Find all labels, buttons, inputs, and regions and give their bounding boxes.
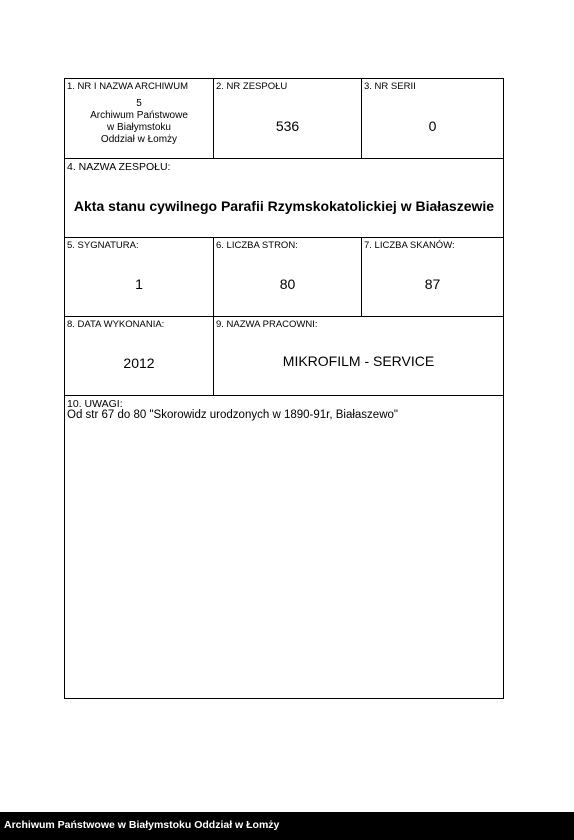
fonds-name-label: 4. NAZWA ZESPOŁU: [67, 161, 171, 173]
date-made-label: 8. DATA WYKONANIA: [67, 319, 165, 330]
signature-value: 1 [135, 276, 143, 292]
series-number-cell [362, 79, 503, 159]
studio-name-label: 9. NAZWA PRACOWNI: [216, 319, 318, 330]
archive-name-line2: w Białymstoku [107, 122, 171, 133]
page-count-value: 80 [279, 276, 296, 292]
fonds-number-label: 2. NR ZESPOŁU [216, 81, 288, 92]
date-made-cell [65, 317, 214, 396]
notes-label: 10. UWAGI: [67, 398, 123, 410]
footer-bar [0, 812, 574, 840]
signature-cell [65, 238, 214, 317]
studio-name-cell [214, 317, 503, 396]
archive-cell [65, 79, 214, 159]
scan-count-label: 7. LICZBA SKANÓW: [364, 240, 455, 251]
page-count-cell [214, 238, 362, 317]
page-count-label: 6. LICZBA STRON: [216, 240, 298, 251]
archive-name-line3: Oddział w Łomży [100, 134, 178, 145]
archive-label: 1. NR I NAZWA ARCHIWUM [67, 81, 189, 92]
signature-label: 5. SYGNATURA: [67, 240, 139, 251]
fonds-name-cell [65, 159, 503, 238]
metadata-form [64, 78, 504, 699]
notes-value: Od str 67 do 80 "Skorowidz urodzonych w 1890-91r, Białaszewo" [67, 409, 398, 421]
archive-name-line1: Archiwum Państwowe [90, 110, 188, 121]
footer-text: Archiwum Państwowe w Białymstoku Oddział w Łomży [4, 819, 280, 831]
notes-cell [65, 396, 503, 698]
archive-name [65, 98, 213, 146]
scan-count-cell [362, 238, 503, 317]
series-number-label: 3. NR SERII [364, 81, 416, 92]
fonds-number-cell [214, 79, 362, 159]
scan-count-value: 87 [424, 276, 441, 292]
studio-name-value: MIKROFILM - SERVICE [282, 353, 435, 369]
fonds-number-value: 536 [275, 118, 300, 134]
date-made-value: 2012 [123, 355, 155, 371]
archive-number: 5 [136, 98, 142, 109]
series-number-value: 0 [428, 118, 437, 134]
fonds-name-value: Akta stanu cywilnego Parafii Rzymskokatolickiej w Białaszewie [73, 198, 495, 214]
